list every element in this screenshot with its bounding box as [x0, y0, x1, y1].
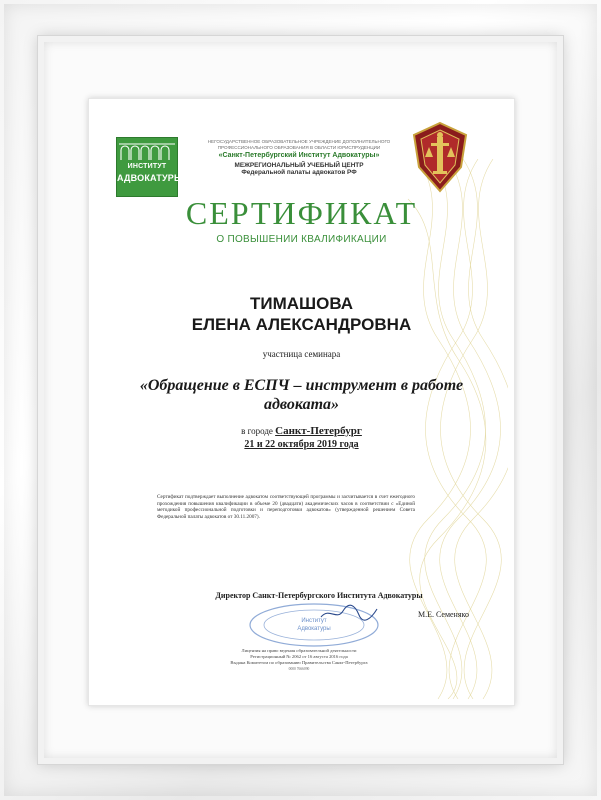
org-line2: ПРОФЕССИОНАЛЬНОГО ОБРАЗОВАНИЯ В ОБЛАСТИ ЮРИСПРУДЕНЦИИ — [217, 145, 381, 150]
seminar-title: «Обращение в ЕСПЧ – инструмент в работе адвоката» — [139, 377, 464, 413]
certificate-body-text: Сертификат подтверждает выполнение адвокатом соответствующей программы и засчитывается в счет ежегодного прохождения повышения квалификации в объеме 20 (двадцати) академических часов в соответствии с «Единой методикой профессиональной подготовки и переподготовки адвокатов» (утвержденной решением Совета Федеральной палаты адвокатов от 30.11.2007). — [157, 494, 415, 520]
certificate-title: СЕРТИФИКАТ — [185, 195, 418, 231]
city-line — [89, 425, 514, 437]
license-line4: 0000 7666090 — [288, 667, 310, 671]
certificate-sheet — [88, 98, 515, 706]
center-name: МЕЖРЕГИОНАЛЬНЫЙ УЧЕБНЫЙ ЦЕНТР — [234, 162, 364, 169]
seminar-dates: 21 и 22 октября 2019 года — [244, 439, 359, 450]
institute-logo — [116, 137, 183, 197]
bar-association-emblem-icon — [411, 121, 469, 193]
federal-chamber: Федеральной палаты адвокатов РФ — [241, 169, 357, 176]
license-line2: Регистрационный № 2062 от 16 августа 2016 года — [250, 654, 348, 659]
logo-line1: ИНСТИТУТ — [127, 163, 167, 170]
svg-text:Институт: Институт — [301, 618, 327, 624]
director-title: Директор Санкт-Петербургского Института Адвокатуры — [215, 591, 423, 600]
city-value: Санкт-Петербург — [275, 425, 362, 437]
issuer-header — [189, 139, 409, 176]
recipient-surname: ТИМАШОВА — [249, 294, 354, 313]
participant-role: участница семинара — [262, 349, 341, 359]
city-prefix: в городе — [241, 426, 273, 436]
license-line1: Лицензия на право ведения образовательной деятельности — [241, 648, 357, 653]
logo-line2: АДВОКАТУРЫ — [117, 173, 183, 183]
arches-icon — [117, 138, 177, 162]
org-line1: НЕГОСУДАРСТВЕННОЕ ОБРАЗОВАТЕЛЬНОЕ УЧРЕЖДЕНИЕ ДОПОЛНИТЕЛЬНОГО — [207, 139, 391, 144]
license-info — [169, 648, 429, 672]
certificate-subtitle: О ПОВЫШЕНИИ КВАЛИФИКАЦИИ — [216, 234, 387, 245]
svg-text:Адвокатуры: Адвокатуры — [297, 626, 331, 632]
recipient-given-name: ЕЛЕНА АЛЕКСАНДРОВНА — [191, 315, 412, 334]
recipient-name — [89, 293, 514, 335]
signer-name: М.Е. Семеняко — [417, 610, 469, 619]
license-line3: Выдана Комитетом по образованию Правительства Санкт-Петербурга — [230, 660, 368, 665]
institute-name: «Санкт-Петербургский Институт Адвокатуры» — [218, 152, 380, 159]
